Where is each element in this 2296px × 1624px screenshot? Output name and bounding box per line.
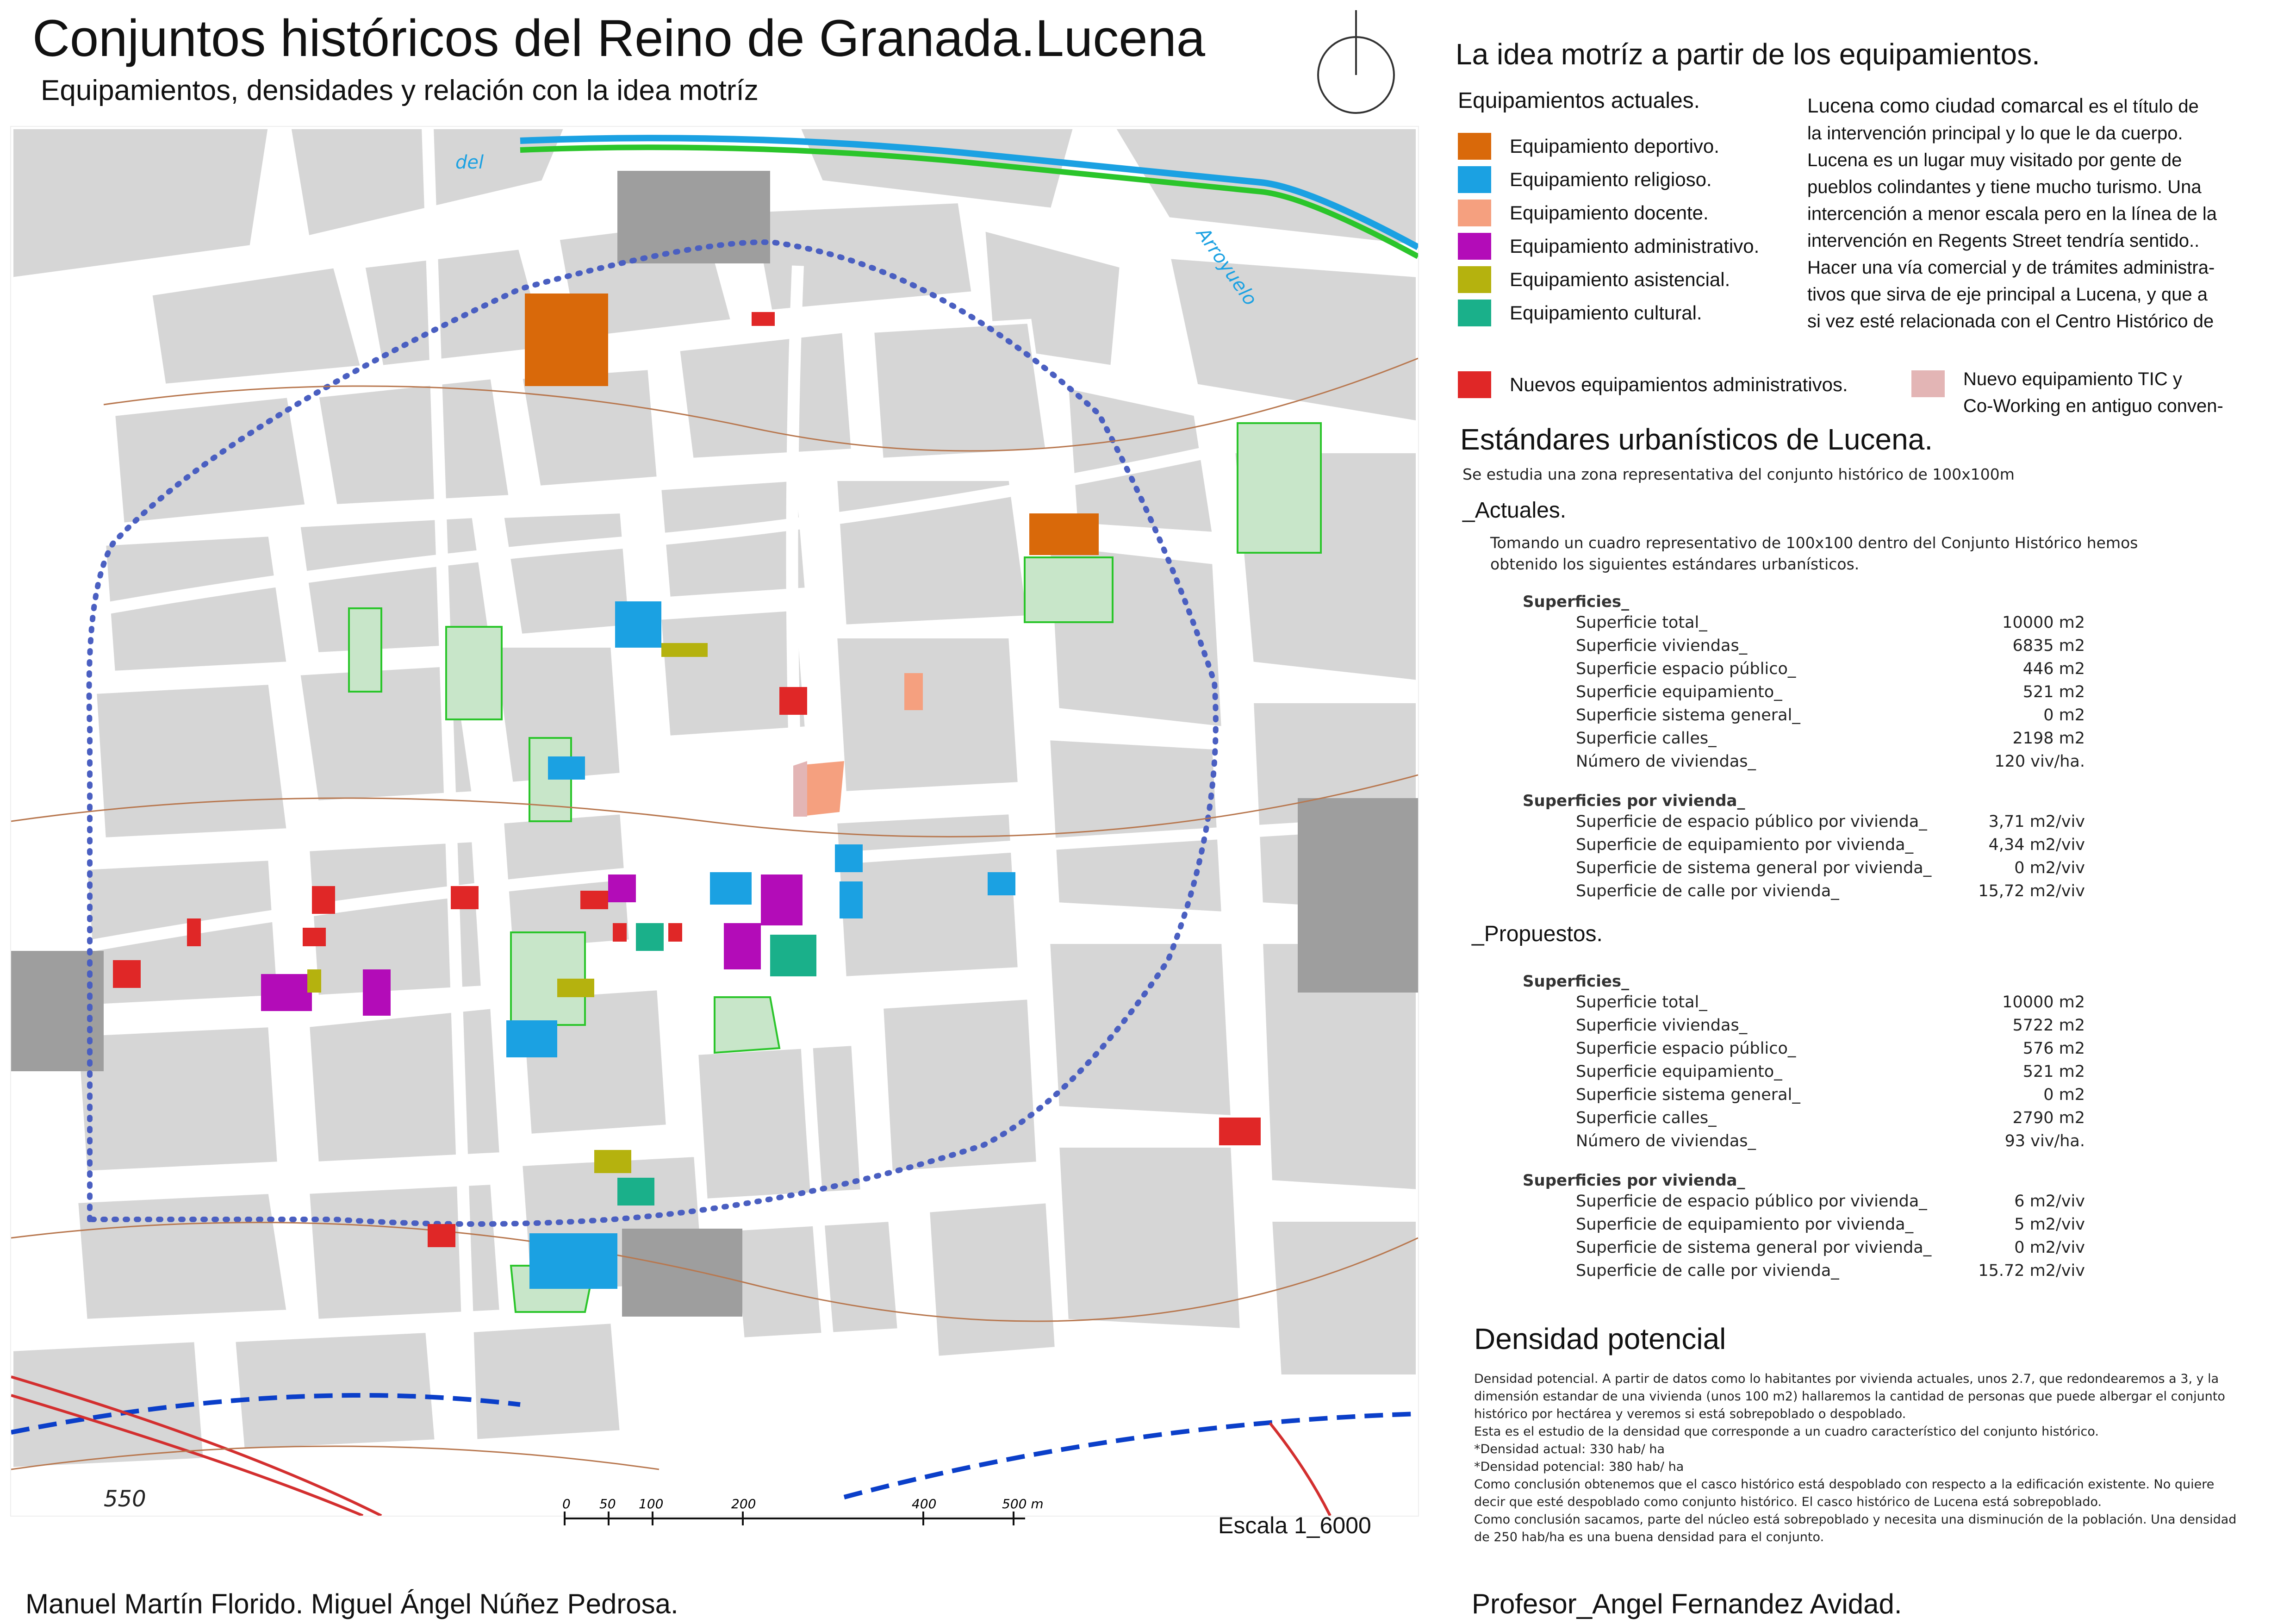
table-row: Superficie de espacio público por vivienda_ 6 m2/viv <box>1576 1192 2085 1211</box>
table-row: Superficie de equipamiento por vivienda_ 4,34 m2/viv <box>1576 836 2085 854</box>
legend-item-asistencial: Equipamiento asistencial. <box>1458 263 1759 296</box>
proposed-per-dwelling-heading: Superficies por vivienda_ <box>1523 1171 1745 1190</box>
table-row: Número de viviendas_ 120 viv/ha. <box>1576 752 2085 771</box>
density-heading: Densidad potencial <box>1474 1322 1726 1355</box>
scale-tick-50: 50 <box>599 1496 616 1512</box>
legend-item-deportivo: Equipamiento deportivo. <box>1458 130 1759 163</box>
scale-tick-100: 100 <box>639 1496 664 1512</box>
legend-swatch <box>1458 166 1491 193</box>
table-row: Superficie de sistema general por vivienda_ 0 m2/viv <box>1576 1238 2085 1257</box>
actual-per-dwelling-heading: Superficies por vivienda_ <box>1523 792 1745 810</box>
contour-label: 550 <box>104 1486 146 1512</box>
table-row: Superficie equipamiento_ 521 m2 <box>1576 1062 2085 1081</box>
legend-item-cultural: Equipamiento cultural. <box>1458 296 1759 330</box>
table-row: Superficie espacio público_ 446 m2 <box>1576 660 2085 678</box>
table-row: Número de viviendas_ 93 viv/ha. <box>1576 1132 2085 1150</box>
table-row: Superficie total_ 10000 m2 <box>1576 613 2085 632</box>
page-subtitle: Equipamientos, densidades y relación con la idea motríz <box>41 75 759 106</box>
table-row: Superficie de calle por vivienda_ 15,72 m2/viv <box>1576 882 2085 900</box>
legend-swatch <box>1458 266 1491 293</box>
standards-note: Se estudia una zona representativa del conjunto histórico de 100x100m <box>1462 465 2015 483</box>
table-row: Superficie equipamiento_ 521 m2 <box>1576 683 2085 701</box>
scale-tick-0: 0 <box>562 1496 571 1512</box>
table-row: Superficie espacio público_ 576 m2 <box>1576 1039 2085 1058</box>
river-label-arroyuelo: Arroyuelo <box>1192 224 1261 310</box>
scale-tick-500: 500 m <box>1002 1496 1044 1512</box>
current-equipment-heading: Equipamientos actuales. <box>1458 88 1700 113</box>
proposed-surfaces-heading: Superficies_ <box>1523 972 1630 991</box>
intro-paragraph: Lucena como ciudad comarcal es el título de la intervención principal y lo que le da cuerpo. Lucena es un lugar muy visitado por gente de pueblos colindantes y tiene mucho turismo. Una intercención a menor escala pero en la línea de la intervención en Regents Street tendría sentido.. Hacer una vía comercial y de trámites administra- tivos que sirva de eje principal a Lucena, y que a si vez esté relacionada con el Centro Histórico de <box>1807 94 2217 331</box>
legend-swatch <box>1458 133 1491 160</box>
legend-item-new-tic: Nuevo equipamiento TIC y Co-Working en antiguo conven- <box>1911 366 2223 419</box>
intro-lead: Lucena como ciudad comarcal <box>1807 94 2084 117</box>
legend-swatch <box>1458 300 1491 326</box>
proposed-table <box>1523 972 2085 1282</box>
authors: Manuel Martín Florido. Miguel Ángel Núñez Pedrosa. <box>25 1588 678 1619</box>
standards-heading: Estándares urbanísticos de Lucena. <box>1460 423 1933 456</box>
actual-intro: Tomando un cuadro representativo de 100x100 dentro del Conjunto Histórico hemos obtenido los siguientes estándares urbanísticos. <box>1490 534 2138 573</box>
scale-tick-400: 400 <box>912 1496 937 1512</box>
legend-list <box>1458 130 1759 330</box>
river-label-del: del <box>455 152 484 173</box>
table-row: Superficie calles_ 2790 m2 <box>1576 1109 2085 1127</box>
legend-item-religioso: Equipamiento religioso. <box>1458 163 1759 196</box>
legend-item-administrativo: Equipamiento administrativo. <box>1458 230 1759 263</box>
scale-caption: Escala 1_6000 <box>1218 1512 1371 1538</box>
table-row: Superficie total_ 10000 m2 <box>1576 993 2085 1012</box>
legend-item-docente: Equipamiento docente. <box>1458 196 1759 230</box>
proposed-heading: _Propuestos. <box>1472 922 1603 946</box>
actual-surfaces-heading: Superficies_ <box>1523 593 1630 611</box>
actual-heading: _Actuales. <box>1462 498 1567 523</box>
legend-swatch <box>1458 200 1491 226</box>
table-row: Superficie viviendas_ 5722 m2 <box>1576 1016 2085 1035</box>
table-row: Superficie sistema general_ 0 m2 <box>1576 1086 2085 1104</box>
table-row: Superficie viviendas_ 6835 m2 <box>1576 637 2085 655</box>
north-arrow-icon <box>1314 10 1398 119</box>
table-row: Superficie de calle por vivienda_ 15.72 m2/viv <box>1576 1262 2085 1280</box>
scale-bar <box>562 1495 1071 1534</box>
professor: Profesor_Angel Fernandez Avidad. <box>1472 1588 1902 1619</box>
legend-swatch <box>1458 233 1491 260</box>
legend-swatch <box>1458 371 1491 398</box>
actual-table <box>1523 593 2085 903</box>
legend-swatch <box>1911 370 1945 397</box>
table-row: Superficie de sistema general por vivienda_ 0 m2/viv <box>1576 859 2085 877</box>
legend-heading: La idea motríz a partir de los equipamientos. <box>1456 37 2040 71</box>
table-row: Superficie de espacio público por vivienda_ 3,71 m2/viv <box>1576 812 2085 831</box>
table-row: Superficie calles_ 2198 m2 <box>1576 729 2085 748</box>
density-paragraph: Densidad potencial. A partir de datos como lo habitantes por vivienda actuales, unos 2.7, que redondearemos a 3, y la dimensión estandar de una vivienda (unos 100 m2) hallaremos la cantidad de personas que puede albergar el conjunto histórico por hectárea y veremos si está sobrepoblado o despoblado. Esta es el estudio de la densidad que corresponde a un cuadro característico del conjunto histórico. *Densidad actual: 330 hab/ ha *Densidad potencial: 380 hab/ ha Como conclusión obtenemos que el casco histórico está despoblado con respecto a la edificación existente. No quiere decir que esté despoblado como conjunto histórico. El casco histórico de Lucena está sobrepoblado. Como conclusión sacamos, parte del núcleo está sobrepoblado y necesita una disminución de la población. Una densidad de 250 hab/ha es una buena densidad para el conjunto. <box>1474 1372 2237 1544</box>
legend-item-new-admin: Nuevos equipamientos administrativos. <box>1458 368 1848 401</box>
table-row: Superficie sistema general_ 0 m2 <box>1576 706 2085 725</box>
page-title: Conjuntos históricos del Reino de Granada.Lucena <box>32 9 1206 67</box>
city-map[interactable] <box>10 126 1419 1517</box>
table-row: Superficie de equipamiento por vivienda_ 5 m2/viv <box>1576 1215 2085 1234</box>
scale-tick-200: 200 <box>731 1496 756 1512</box>
